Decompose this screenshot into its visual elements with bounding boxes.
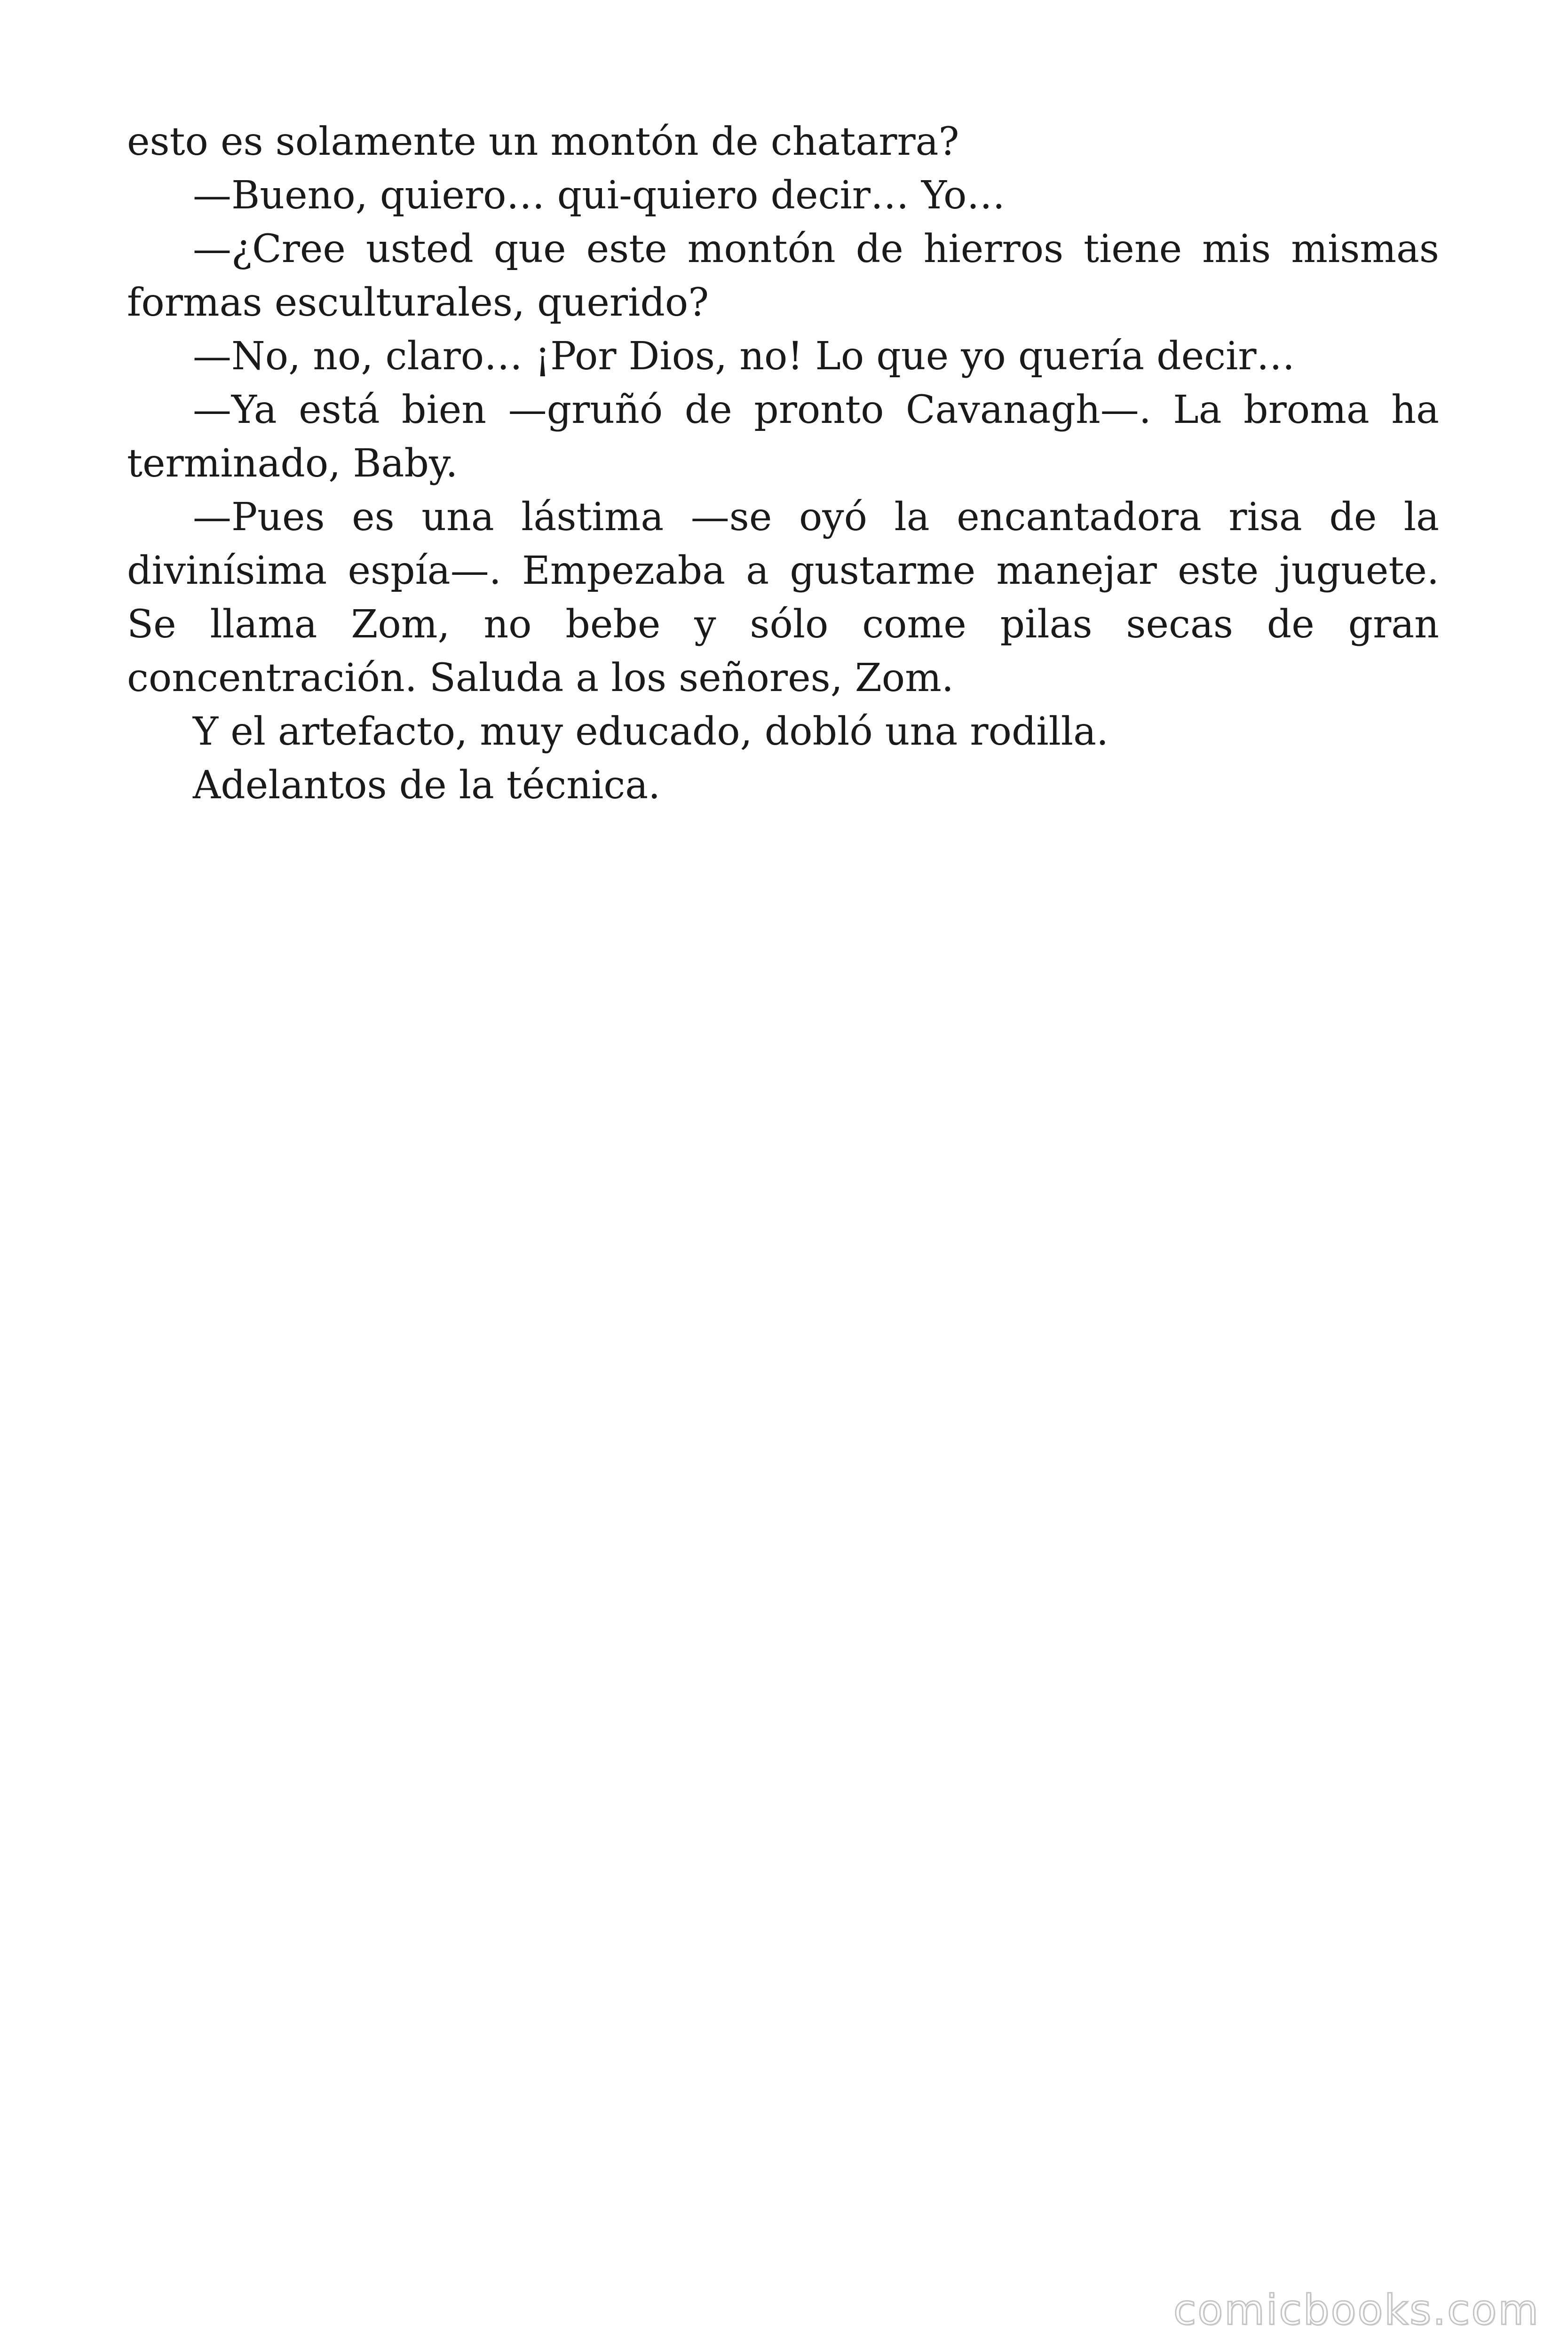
- paragraph: —Ya está bien —gruñó de pronto Cavanagh—. La broma ha terminado, Baby.: [127, 388, 1439, 486]
- paragraph: —Bueno, quiero… qui-quiero decir… Yo…: [193, 173, 1006, 218]
- paragraph: Adelantos de la técnica.: [193, 763, 661, 808]
- paragraph: —No, no, claro… ¡Por Dios, no! Lo que yo quería decir…: [193, 334, 1295, 379]
- watermark: comicbooks.com: [1173, 2286, 1540, 2334]
- paragraph: —¿Cree usted que este montón de hierros tiene mis mismas formas esculturales, querido?: [127, 227, 1439, 325]
- paragraph: —Pues es una lástima —se oyó la encantadora risa de la divinísima espía—. Empezaba a gustarme manejar este juguete. Se llama Zom, no bebe y sólo come pilas secas de gran concentración. Saluda a los señores, Zom.: [127, 495, 1439, 700]
- page-text: [127, 115, 1439, 812]
- paragraph: esto es solamente un montón de chatarra?: [127, 119, 959, 164]
- paragraph: Y el artefacto, muy educado, dobló una rodilla.: [193, 709, 1109, 754]
